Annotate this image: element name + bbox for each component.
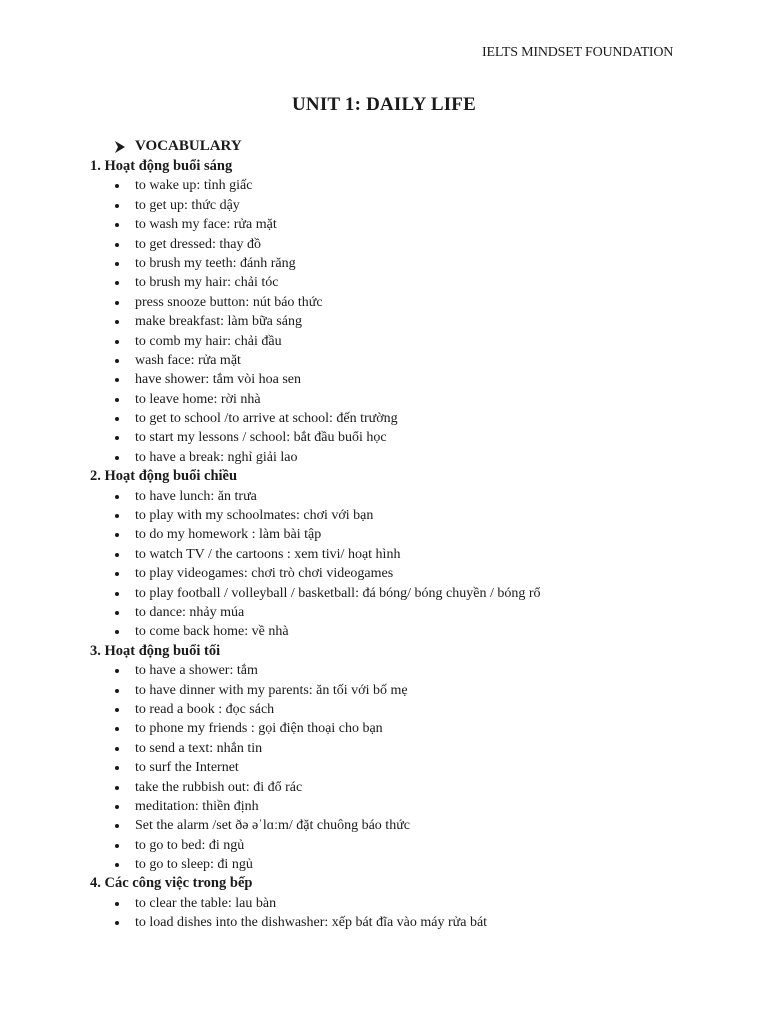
vocab-list [90,176,730,467]
bullet-dot-icon [115,495,119,499]
bullet-dot-icon [115,320,119,324]
list-item [90,545,730,564]
bullet-dot-icon [115,398,119,402]
list-item-text: to have a break: nghỉ giải lao [135,449,298,465]
list-item [90,894,730,913]
list-item-text: to do my homework : làm bài tập [135,527,322,543]
list-item-text: to come back home: về nhà [135,624,289,640]
list-item [90,700,730,719]
list-item [90,855,730,874]
bullet-dot-icon [115,553,119,557]
list-item-text: to have lunch: ăn trưa [135,488,257,504]
list-item-text: to get up: thức dậy [135,197,240,213]
list-item [90,913,730,932]
list-item-text: to send a text: nhắn tin [135,740,263,756]
bullet-dot-icon [115,630,119,634]
list-item [90,370,730,389]
list-item-text: press snooze button: nút báo thức [135,294,323,310]
list-item [90,254,730,273]
bullet-dot-icon [115,708,119,712]
section-title: 2. Hoạt động buổi chiều [90,468,238,485]
bullet-dot-icon [115,805,119,809]
bullet-dot-icon [115,747,119,751]
bullet-dot-icon [115,786,119,790]
list-item [90,719,730,738]
list-item [90,584,730,603]
list-item [90,622,730,641]
list-item-text: to read a book : đọc sách [135,701,275,717]
list-item-text: to leave home: rời nhà [135,391,261,407]
list-item [90,778,730,797]
list-item-text: to have a shower: tắm [135,663,258,679]
list-item-text: to dance: nhảy múa [135,604,245,620]
bullet-dot-icon [115,456,119,460]
list-item [90,409,730,428]
bullet-dot-icon [115,262,119,266]
bullet-dot-icon [115,378,119,382]
list-item-text: to watch TV / the cartoons : xem tivi/ hoạt hình [135,546,401,562]
bullet-dot-icon [115,669,119,673]
bullet-dot-icon [115,436,119,440]
list-item [90,448,730,467]
arrowhead-bullet-icon [114,140,126,154]
list-item [90,487,730,506]
list-item [90,506,730,525]
bullet-dot-icon [115,727,119,731]
vocab-section [90,642,730,875]
bullet-dot-icon [115,921,119,925]
list-item-text: make breakfast: làm bữa sáng [135,314,302,330]
list-item-text: to clear the table: lau bàn [135,895,277,911]
list-item-text: to brush my hair: chải tóc [135,275,279,291]
vocab-section [90,467,730,642]
list-item [90,312,730,331]
bullet-dot-icon [115,572,119,576]
bullet-dot-icon [115,359,119,363]
list-item-text: to brush my teeth: đánh răng [135,255,296,271]
list-item [90,739,730,758]
list-item [90,176,730,195]
list-item [90,758,730,777]
list-item [90,390,730,409]
list-item-text: to wash my face: rửa mặt [135,217,277,233]
list-item-text: take the rubbish out: đi đổ rác [135,779,303,795]
list-item-text: to have dinner with my parents: ăn tối với bố mẹ [135,682,408,698]
bullet-dot-icon [115,223,119,227]
list-item [90,661,730,680]
list-item-text: to get dressed: thay đồ [135,236,261,252]
list-item-text: have shower: tắm vòi hoa sen [135,372,302,388]
list-item-text: to wake up: tỉnh giấc [135,178,253,194]
bullet-dot-icon [115,689,119,693]
bullet-dot-icon [115,417,119,421]
list-item-text: to play football / volleyball / basketball: đá bóng/ bóng chuyền / bóng rổ [135,585,541,601]
list-item [90,351,730,370]
bullet-dot-icon [115,204,119,208]
list-item [90,564,730,583]
list-item [90,816,730,835]
bullet-dot-icon [115,281,119,285]
vocab-list [90,487,730,642]
list-item-text: to load dishes into the dishwasher: xếp bát đĩa vào máy rửa bát [135,915,488,931]
list-item-text: wash face: rửa mặt [135,352,241,368]
bullet-dot-icon [115,863,119,867]
section-title: 4. Các công việc trong bếp [90,875,253,892]
bullet-dot-icon [115,844,119,848]
bullet-dot-icon [115,340,119,344]
list-item-text: meditation: thiền định [135,798,259,814]
document-header: IELTS MINDSET FOUNDATION [482,45,674,60]
list-item [90,293,730,312]
vocab-list [90,894,730,933]
list-item-text: to comb my hair: chải đầu [135,333,282,349]
section-title: 3. Hoạt động buổi tối [90,642,221,659]
list-item-text: to play with my schoolmates: chơi với bạn [135,508,374,524]
list-item [90,603,730,622]
section-title: 1. Hoạt động buổi sáng [90,158,233,174]
list-item [90,196,730,215]
list-item-text: to phone my friends : gọi điện thoại cho bạn [135,721,383,737]
vocab-list [90,661,730,874]
list-item-text: Set the alarm /set ðə əˈlɑːm/ đặt chuông báo thức [135,818,410,834]
list-item-text: to play videogames: chơi trò chơi videogames [135,566,394,582]
list-item [90,525,730,544]
list-item [90,273,730,292]
bullet-dot-icon [115,243,119,247]
list-item [90,428,730,447]
list-item [90,836,730,855]
list-item-text: to start my lessons / school: bắt đầu buổi học [135,430,387,446]
list-item [90,332,730,351]
list-item [90,797,730,816]
bullet-dot-icon [115,184,119,188]
vocab-section [90,157,730,467]
vocabulary-heading [114,138,242,155]
list-item-text: to go to sleep: đi ngủ [135,857,253,873]
page-title: UNIT 1: DAILY LIFE [292,94,476,115]
list-item [90,215,730,234]
list-item-text: to get to school /to arrive at school: đến trường [135,411,398,427]
list-item [90,681,730,700]
list-item-text: to go to bed: đi ngủ [135,837,245,853]
bullet-dot-icon [115,592,119,596]
bullet-dot-icon [115,766,119,770]
vocab-section [90,874,730,932]
bullet-dot-icon [115,902,119,906]
bullet-dot-icon [115,611,119,615]
bullet-dot-icon [115,533,119,537]
bullet-dot-icon [115,301,119,305]
list-item [90,235,730,254]
bullet-dot-icon [115,824,119,828]
list-item-text: to surf the Internet [135,760,239,776]
vocabulary-content [90,157,730,933]
vocabulary-heading-label: VOCABULARY [135,138,242,154]
bullet-dot-icon [115,514,119,518]
